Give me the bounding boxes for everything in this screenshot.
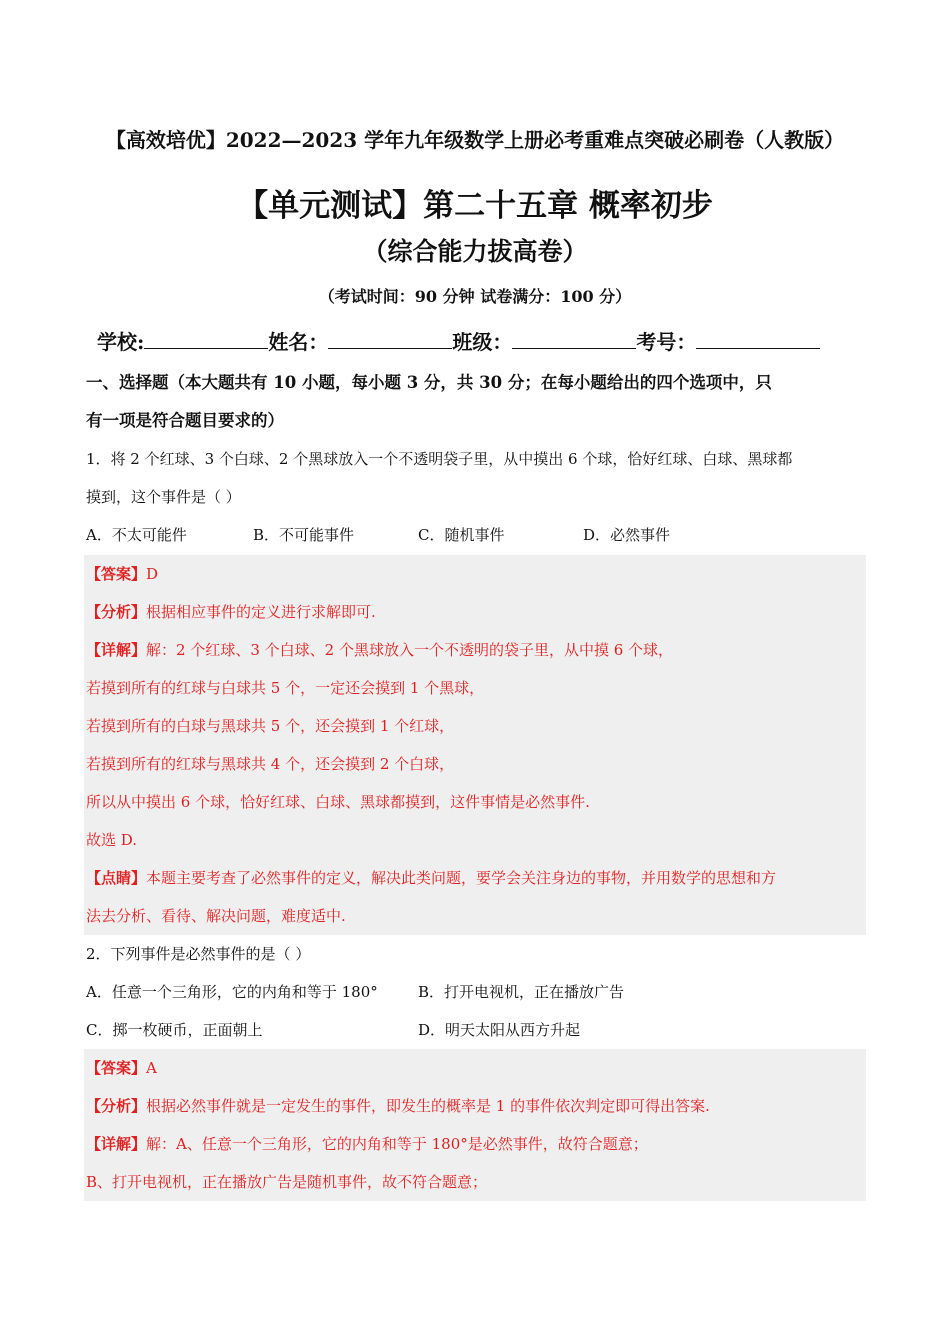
name-blank bbox=[328, 328, 452, 349]
detail-tag: 【详解】 bbox=[86, 641, 147, 659]
answer-value: A bbox=[146, 1059, 157, 1077]
detail-line: B、打开电视机，正在播放广告是随机事件，故不符合题意； bbox=[86, 1173, 488, 1191]
comment-tag: 【点睛】 bbox=[86, 869, 147, 887]
comment-line bbox=[84, 859, 866, 897]
detail-line: 若摸到所有的白球与黑球共 5 个，还会摸到 1 个红球， bbox=[86, 717, 455, 735]
detail-line: 所以从中摸出 6 个球，恰好红球、白球、黑球都摸到，这件事情是必然事件. bbox=[86, 793, 590, 811]
section-heading-line: 一、选择题（本大题共有 10 小题，每小题 3 分，共 30 分；在每小题给出的四个选项中，只 bbox=[86, 373, 772, 392]
series-title: 【高效培优】2022—2023 学年九年级数学上册必考重难点突破必刷卷（人教版） bbox=[105, 128, 845, 152]
school-label: 学校: bbox=[97, 330, 145, 354]
question-2-solution bbox=[84, 1049, 866, 1201]
analysis-line bbox=[84, 593, 866, 631]
detail-tag: 【详解】 bbox=[86, 1135, 147, 1153]
analysis-text: 根据相应事件的定义进行求解即可. bbox=[146, 603, 376, 621]
class-blank bbox=[512, 328, 636, 349]
option-a: A．不太可能件 bbox=[86, 526, 187, 544]
comment-line: 法去分析、看待、解决问题，难度适中. bbox=[86, 907, 346, 925]
page-title: 【单元测试】第二十五章 概率初步 bbox=[237, 188, 713, 224]
question-1-options bbox=[86, 516, 866, 554]
student-info-fields bbox=[97, 326, 857, 355]
number-blank bbox=[696, 328, 820, 349]
option-a: A．任意一个三角形，它的内角和等于 180° bbox=[86, 983, 378, 1001]
answer-line bbox=[84, 1049, 866, 1087]
option-c: C．随机事件 bbox=[418, 526, 505, 544]
answer-tag: 【答案】 bbox=[86, 565, 147, 583]
question-1 bbox=[86, 440, 866, 516]
detail-line: 若摸到所有的红球与白球共 5 个，一定还会摸到 1 个黑球， bbox=[86, 679, 485, 697]
option-b: B．打开电视机，正在播放广告 bbox=[418, 983, 625, 1001]
section-heading-line: 有一项是符合题目要求的） bbox=[86, 411, 284, 430]
answer-value: D bbox=[146, 565, 159, 583]
question-text-line: 1．将 2 个红球、3 个白球、2 个黑球放入一个不透明袋子里，从中摸出 6 个球，恰好红球、白球、黑球都 bbox=[86, 450, 793, 468]
detail-text: 解：2 个红球、3 个白球、2 个黑球放入一个不透明的袋子里，从中摸 6 个球， bbox=[146, 641, 674, 659]
exam-info: （考试时间：90 分钟 试卷满分：100 分） bbox=[318, 287, 632, 306]
name-label: 姓名： bbox=[268, 330, 329, 354]
option-b: B．不可能事件 bbox=[253, 526, 355, 544]
question-1-solution bbox=[84, 555, 866, 935]
page-subtitle: （综合能力拔高卷） bbox=[362, 237, 588, 266]
detail-line bbox=[84, 1125, 866, 1163]
school-blank bbox=[144, 328, 268, 349]
answer-line bbox=[84, 555, 866, 593]
detail-line bbox=[84, 631, 866, 669]
question-2-options-row1 bbox=[86, 973, 866, 1011]
detail-line: 若摸到所有的红球与黑球共 4 个，还会摸到 2 个白球， bbox=[86, 755, 455, 773]
question-2-options-row2 bbox=[86, 1011, 866, 1049]
question-text-line: 2．下列事件是必然事件的是（ ） bbox=[86, 945, 311, 963]
detail-line: 故选 D. bbox=[86, 831, 138, 849]
analysis-tag: 【分析】 bbox=[86, 1097, 147, 1115]
detail-text: 解：A、任意一个三角形，它的内角和等于 180°是必然事件，故符合题意； bbox=[146, 1135, 648, 1153]
question-2 bbox=[86, 935, 866, 973]
option-c: C．掷一枚硬币，正面朝上 bbox=[86, 1021, 263, 1039]
analysis-tag: 【分析】 bbox=[86, 603, 147, 621]
option-d: D．必然事件 bbox=[583, 526, 671, 544]
answer-tag: 【答案】 bbox=[86, 1059, 147, 1077]
comment-text: 本题主要考查了必然事件的定义，解决此类问题，要学会关注身边的事物，并用数学的思想和方 bbox=[146, 869, 777, 887]
question-text-line: 摸到，这个事件是（ ） bbox=[86, 488, 241, 506]
class-label: 班级： bbox=[452, 330, 513, 354]
section-heading bbox=[86, 364, 866, 440]
analysis-text: 根据必然事件就是一定发生的事件，即发生的概率是 1 的事件依次判定即可得出答案. bbox=[146, 1097, 710, 1115]
number-label: 考号： bbox=[636, 330, 697, 354]
option-d: D．明天太阳从西方升起 bbox=[418, 1021, 581, 1039]
analysis-line bbox=[84, 1087, 866, 1125]
